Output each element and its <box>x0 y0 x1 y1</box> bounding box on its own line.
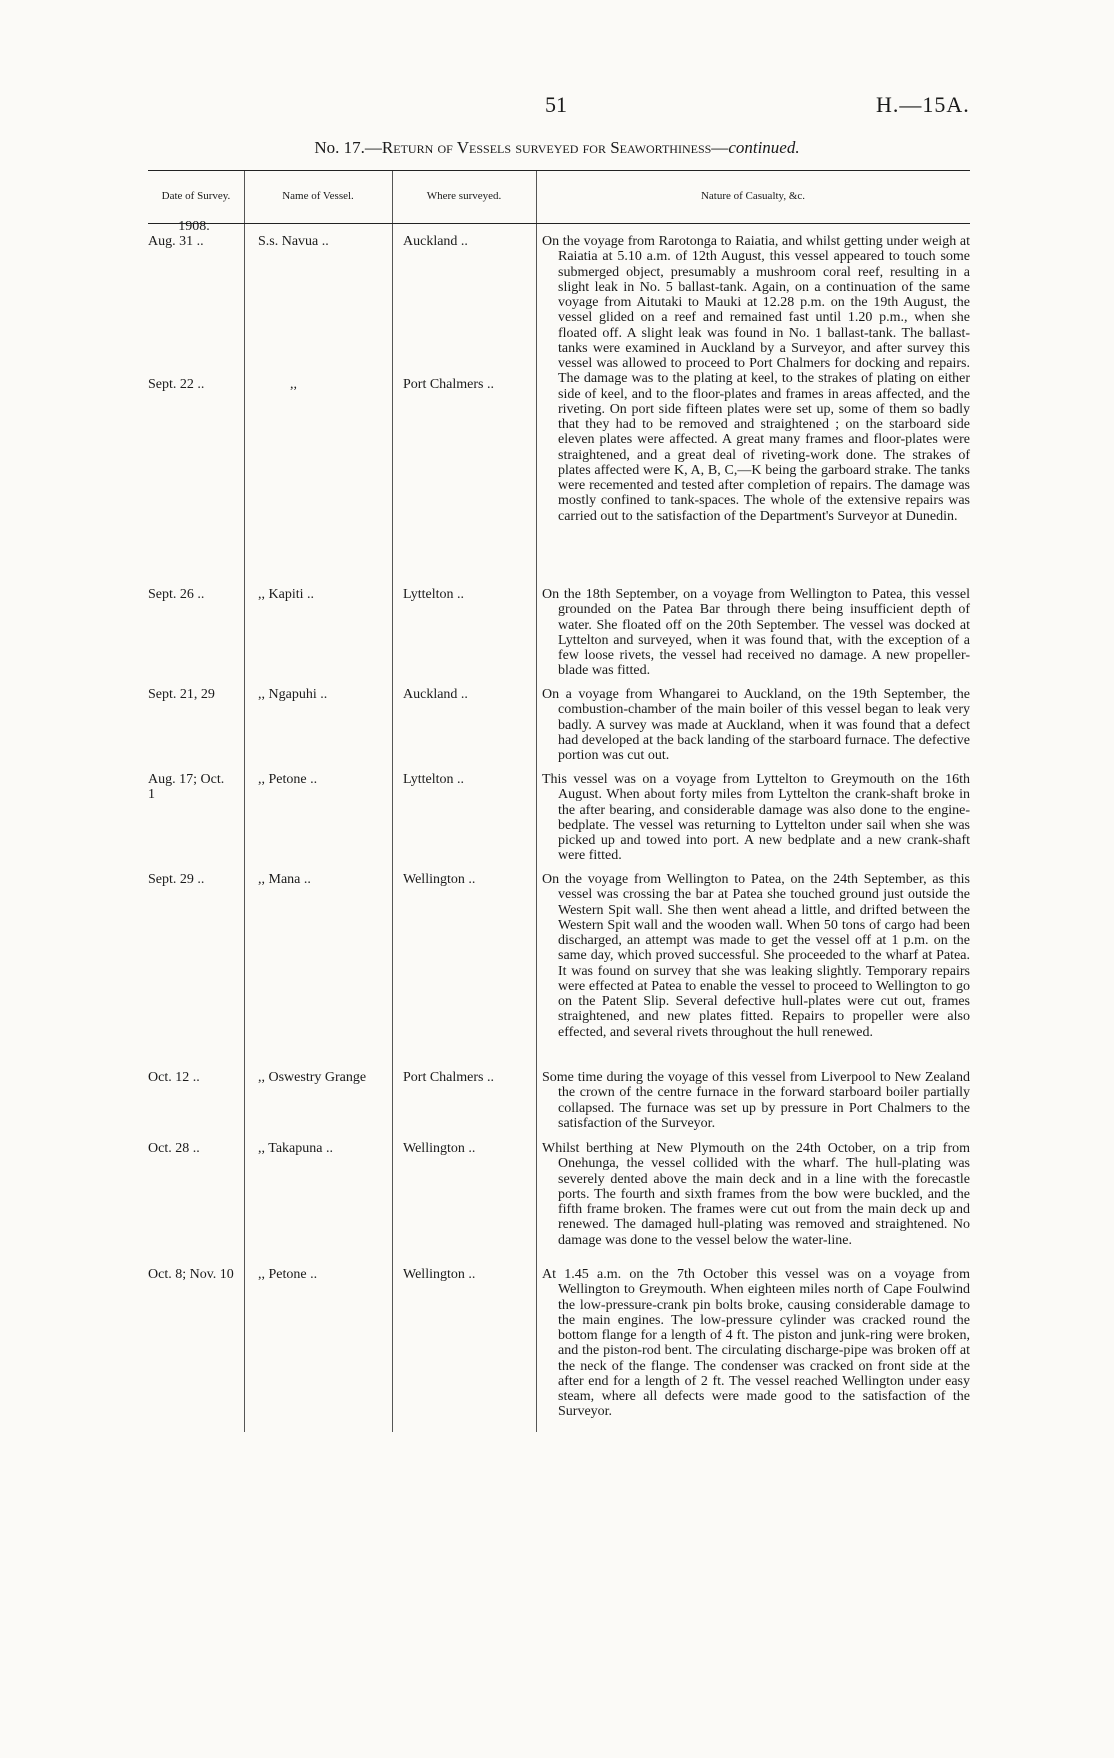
survey-location: Auckland .. <box>403 687 468 702</box>
header-nature: Nature of Casualty, &c. <box>700 190 806 203</box>
page-title <box>0 138 1114 158</box>
page-number: 51 <box>545 92 567 117</box>
column-rule-1 <box>244 170 245 1432</box>
survey-location: Port Chalmers .. <box>403 1070 494 1085</box>
title-prefix: No. 17.— <box>314 138 382 157</box>
column-rule-2 <box>392 170 393 1432</box>
casualty-description: Some time during the voyage of this vessel from Liverpool to New Zealand the crown of the centre furnace in the forward starboard boiler partially collapsed. The furnace was set up by pressure in Port Chalmers to the satisfaction of the Surveyor. <box>542 1070 970 1131</box>
header-where: Where surveyed. <box>426 190 502 203</box>
table-header <box>148 170 970 224</box>
vessel-name: ,, Petone .. <box>258 1267 318 1282</box>
title-main: Return of Vessels surveyed for Seaworthiness— <box>381 138 729 157</box>
casualty-description: Whilst berthing at New Plymouth on the 24th October, on a trip from Onehunga, the vessel collided with the wharf. The hull-plating was severely dented above the main deck and in a line with the forecastle ports. The fourth and sixth frames from the bow were buckled, and the fifth frame broken. The frames were cut out from the main deck up and renewed. The damaged hull-plating was removed and straightened. No damage was done to the vessel below the water-line. <box>542 1141 970 1248</box>
document-reference: H.—15A. <box>876 92 970 117</box>
survey-date: Sept. 22 .. <box>148 377 205 392</box>
vessel-name: ,, Ngapuhi .. <box>258 687 328 702</box>
survey-location: Lyttelton .. <box>403 772 465 787</box>
column-rule-3 <box>536 170 537 1432</box>
survey-location: Auckland .. <box>403 234 468 249</box>
year-label: 1908. <box>178 219 210 234</box>
vessel-name: ,, Oswestry Grange <box>258 1070 367 1085</box>
vessel-name: ,, <box>290 377 297 392</box>
casualty-description: On a voyage from Whangarei to Auckland, on the 19th September, the combustion-chamber of the main boiler of this vessel began to leak very badly. A survey was made at Auckland, when it was found that a defect had developed at the back landing of the starboard furnace. The defective portion was cut out. <box>542 687 970 763</box>
survey-date: Sept. 21, 29 <box>148 687 215 702</box>
survey-date: Oct. 8; Nov. 10 <box>148 1267 234 1282</box>
survey-location: Wellington .. <box>403 1141 476 1156</box>
vessel-name: ,, Petone .. <box>258 772 318 787</box>
vessels-table <box>148 170 970 1420</box>
survey-date: Sept. 26 .. <box>148 587 205 602</box>
casualty-description: This vessel was on a voyage from Lyttelton to Greymouth on the 16th August. When about forty miles from Lyttelton the crank-shaft broke in the after bearing, and considerable damage was also done to the engine-bedplate. The vessel was returning to Lyttelton under sail when she was picked up and towed into port. A new bedplate and a new crank-shaft were fitted. <box>542 772 970 864</box>
vessel-name: S.s. Navua .. <box>258 234 329 249</box>
casualty-description: On the voyage from Rarotonga to Raiatia, and whilst getting under weigh at Raiatia at 5.10 a.m. of 12th August, this vessel appeared to touch some submerged object, presumably a mushroom coral reef, resulting in a slight leak in No. 5 ballast-tank. Again, on a continuation of the same voyage from Aitutaki to Mauki at 12.28 p.m. on the 19th August, the vessel glided on a reef and remained fast until 1.20 p.m., when she floated off. A slight leak was found in No. 1 ballast-tank. The ballast-tanks were examined in Auckland by a Surveyor, and after survey this vessel was allowed to proceed to Port Chalmers for docking and repairs. The damage was to the plating at keel, to the strakes of plating on either side of keel, and to the floor-plates and frames in areas affected, and the riveting. On port side fifteen plates were set up, some of them so badly that they had to be removed and straightened ; on the starboard side eleven plates were affected. A great many frames and floor-plates were straightened, and a great deal of riveting-work done. The strakes of plates affected were K, A, B, C,—K being the garboard strake. The tanks were recemented and tested after completion of repairs. The damage was mostly confined to tank-spaces. The whole of the extensive repairs was carried out to the satisfaction of the Department's Surveyor at Dunedin. <box>542 234 970 524</box>
casualty-description: At 1.45 a.m. on the 7th October this vessel was on a voyage from Wellington to Greymouth. When eighteen miles north of Cape Foulwind the low-pressure-crank pin bolts broke, causing considerable damage to the main engines. The low-pressure cylinder was cracked round the bottom flange for a length of 4 ft. The piston and junk-ring were broken, and the piston-rod bent. The circulating discharge-pipe was broken off at the neck of the flange. The condenser was cracked on front side at the after end for a length of 2 ft. The vessel reached Wellington under easy steam, where all defects were made good to the satisfaction of the Surveyor. <box>542 1267 970 1420</box>
survey-date: Sept. 29 .. <box>148 872 205 887</box>
survey-date: Oct. 28 .. <box>148 1141 200 1156</box>
casualty-description: On the 18th September, on a voyage from Wellington to Patea, this vessel grounded on the Patea Bar through there being insufficient depth of water. She floated off on the 20th September. The vessel was docked at Lyttelton and surveyed, when it was found that, with the exception of a few loose rivets, the vessel had received no damage. A new propeller-blade was fitted. <box>542 587 970 679</box>
header-name: Name of Vessel. <box>282 190 354 203</box>
vessel-name: ,, Takapuna .. <box>258 1141 333 1156</box>
survey-date: Aug. 31 .. <box>148 234 204 249</box>
vessel-name: ,, Mana .. <box>258 872 311 887</box>
survey-location: Lyttelton .. <box>403 587 465 602</box>
survey-location: Wellington .. <box>403 1267 476 1282</box>
survey-date: Aug. 17; Oct. 1 <box>148 772 225 803</box>
survey-date: Oct. 12 .. <box>148 1070 200 1085</box>
vessel-name: ,, Kapiti .. <box>258 587 314 602</box>
title-suffix: continued. <box>728 138 800 157</box>
survey-location: Port Chalmers .. <box>403 377 494 392</box>
header-date: Date of Survey. <box>161 190 231 203</box>
survey-location: Wellington .. <box>403 872 476 887</box>
casualty-description: On the voyage from Wellington to Patea, on the 24th September, as this vessel was crossing the bar at Patea she touched ground just outside the Western Spit wall. She then went ahead a little, and drifted between the Western Spit wall and the wooden wall. When 50 tons of cargo had been discharged, an attempt was made to get the vessel off at 1 p.m. on the same day, which proved successful. She proceeded to the wharf at Patea. It was found on survey that she was leaking slightly. Temporary repairs were effected at Patea to enable the vessel to proceed to Wellington to go on the Patent Slip. Several defective hull-plates were cut out, frames straightened, and new plates fitted. Repairs to propeller were also effected, and several rivets throughout the hull renewed. <box>542 872 970 1040</box>
